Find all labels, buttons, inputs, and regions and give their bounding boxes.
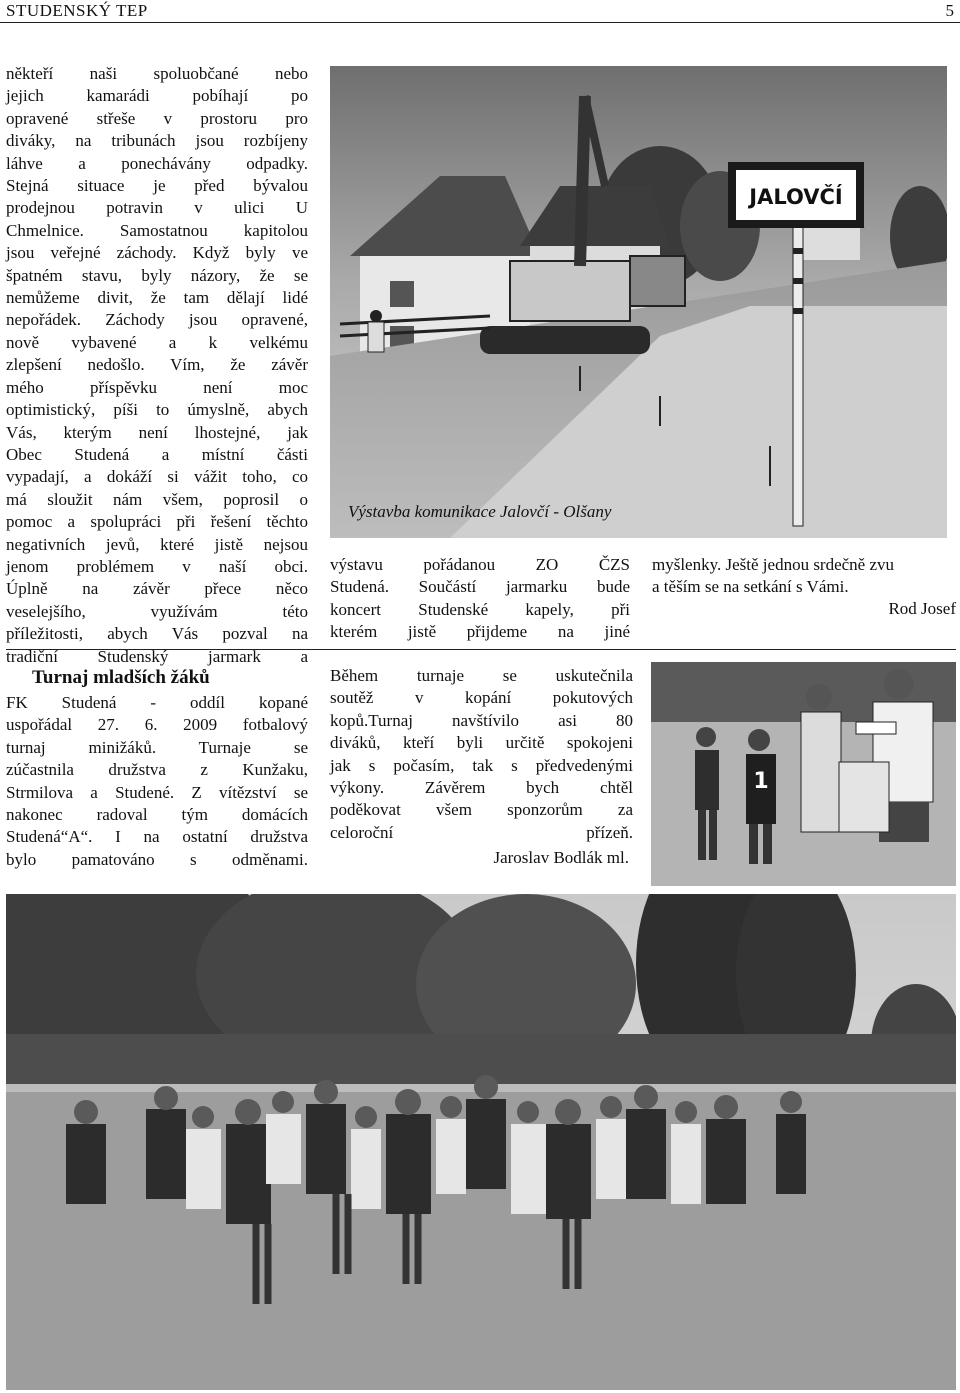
article2-column1-text	[6, 692, 308, 871]
article2-column1	[6, 692, 308, 871]
text-line: nepořádek. Záchody jsou opravené,	[6, 310, 308, 330]
text-line: jsou veřejné záchody. Když byly ve	[6, 243, 308, 263]
page-number: 5	[945, 1, 954, 20]
article2-column2	[330, 665, 633, 870]
page-header	[0, 0, 960, 23]
text-line: negativních jevů, které jistě nejsou	[6, 534, 308, 554]
text-line: koncert Studenské kapely, při	[330, 599, 630, 619]
text-line: Úplně na závěr přece něco	[6, 579, 308, 599]
text-line: Studená. Součástí jarmarku bude	[330, 577, 630, 597]
article1-column2-text	[330, 554, 630, 644]
text-line: bylo pamatováno s odměnami.	[6, 849, 308, 869]
text-line: diváky, na tribunách jsou rozbíjeny	[6, 131, 308, 151]
article1-column2	[330, 554, 630, 644]
article2-column2-text	[330, 665, 633, 844]
article1-column1-text	[6, 63, 308, 668]
award-photo-image	[651, 662, 956, 886]
text-line: optimistický, píši to úmyslně, abych	[6, 400, 308, 420]
text-line: Během turnaje se uskutečnila	[330, 666, 633, 685]
text-line: soutěž v kopání pokutových	[330, 688, 633, 708]
text-line: vypadají, a dokáží si vážit toho, co	[6, 467, 308, 487]
text-line: nakonec radoval tým domácích	[6, 805, 308, 825]
construction-photo-image	[330, 66, 947, 538]
text-line: zlepšení nedošlo. Vím, že závěr	[6, 355, 308, 375]
text-line: zúčastnila družstva z Kunžaku,	[6, 760, 308, 780]
text-line: tradiční Studenský jarmark a	[6, 646, 308, 666]
text-line: pomoc a spolupráci při řešení těchto	[6, 512, 308, 532]
text-line: příležitosti, abych Vás pozval na	[6, 624, 308, 644]
article2-header	[32, 667, 312, 689]
svg-text:1: 1	[753, 769, 769, 794]
article1-column1	[6, 63, 308, 668]
text-line: výkony. Závěrem bych chtěl	[330, 778, 633, 798]
text-line: jak s počasím, tak s předvedenými	[330, 755, 633, 775]
text-line: Stejná situace je před bývalou	[6, 176, 308, 196]
text-line: opravené střeše v prostoru pro	[6, 108, 308, 128]
article2-heading: Turnaj mladších žáků	[32, 667, 210, 688]
text-line: mého příspěvku není moc	[6, 377, 308, 397]
team-photo	[6, 894, 956, 1390]
team-photo-image	[6, 894, 956, 1390]
text-line: Obec Studená a místní části	[6, 444, 308, 464]
construction-photo	[330, 66, 947, 538]
text-line: veselejšího, využívám této	[6, 601, 308, 621]
text-line: Studená“A“. I na ostatní družstva	[6, 827, 308, 847]
text-line: jenom problémem v naší obci.	[6, 556, 308, 576]
award-photo	[651, 662, 956, 886]
text-line: celoroční přízeň.	[330, 822, 633, 842]
text-line: uspořádal 27. 6. 2009 fotbalový	[6, 715, 308, 735]
text-line: Chmelnice. Samostatnou kapitolou	[6, 220, 308, 240]
construction-photo-caption: Výstavba komunikace Jalovčí - Olšany	[348, 502, 612, 521]
text-line: a těším se na setkání s Vámi.	[652, 577, 849, 597]
text-line: Strmilova a Studené. Z vítězství se	[6, 782, 308, 802]
text-line: prodejnou potravin v ulici U	[6, 198, 308, 218]
text-line: myšlenky. Ještě jednou srdečně zvu	[652, 555, 895, 574]
text-line: výstavu pořádanou ZO ČZS	[330, 555, 630, 574]
text-line: má sloužit nám všem, poprosil o	[6, 489, 308, 509]
article1-signature: Rod Josef	[888, 598, 956, 618]
article1-column3	[652, 554, 956, 620]
section-divider	[6, 649, 956, 650]
text-line: kterém jistě přijdeme na jiné	[330, 622, 630, 642]
text-line: diváků, kteří byli určitě spokojeni	[330, 733, 633, 753]
text-line: někteří naši spoluobčané nebo	[6, 64, 308, 83]
text-line: nemůžeme divit, že tam dělají lidé	[6, 288, 308, 308]
text-line: jejich kamarádi pobíhají po	[6, 86, 308, 106]
text-line: nově vybavené a k velkému	[6, 332, 308, 352]
text-line: turnaj minižáků. Turnaje se	[6, 737, 308, 757]
text-line: kopů.Turnaj navštívilo asi 80	[330, 710, 633, 730]
jalovci-sign-text: JALOVČÍ	[749, 185, 843, 209]
article1-column3-text	[652, 554, 956, 599]
article2-signature: Jaroslav Bodlák ml.	[493, 848, 629, 868]
text-line: Vás, kterým není lhostejné, jak	[6, 422, 308, 442]
text-line: láhve a ponechávány odpadky.	[6, 153, 308, 173]
text-line: FK Studená - oddíl kopané	[6, 693, 308, 712]
text-line: špatném stavu, byly názory, že se	[6, 265, 308, 285]
newsletter-title: STUDENSKÝ TEP	[6, 1, 148, 20]
text-line: poděkovat všem sponzorům za	[330, 800, 633, 820]
